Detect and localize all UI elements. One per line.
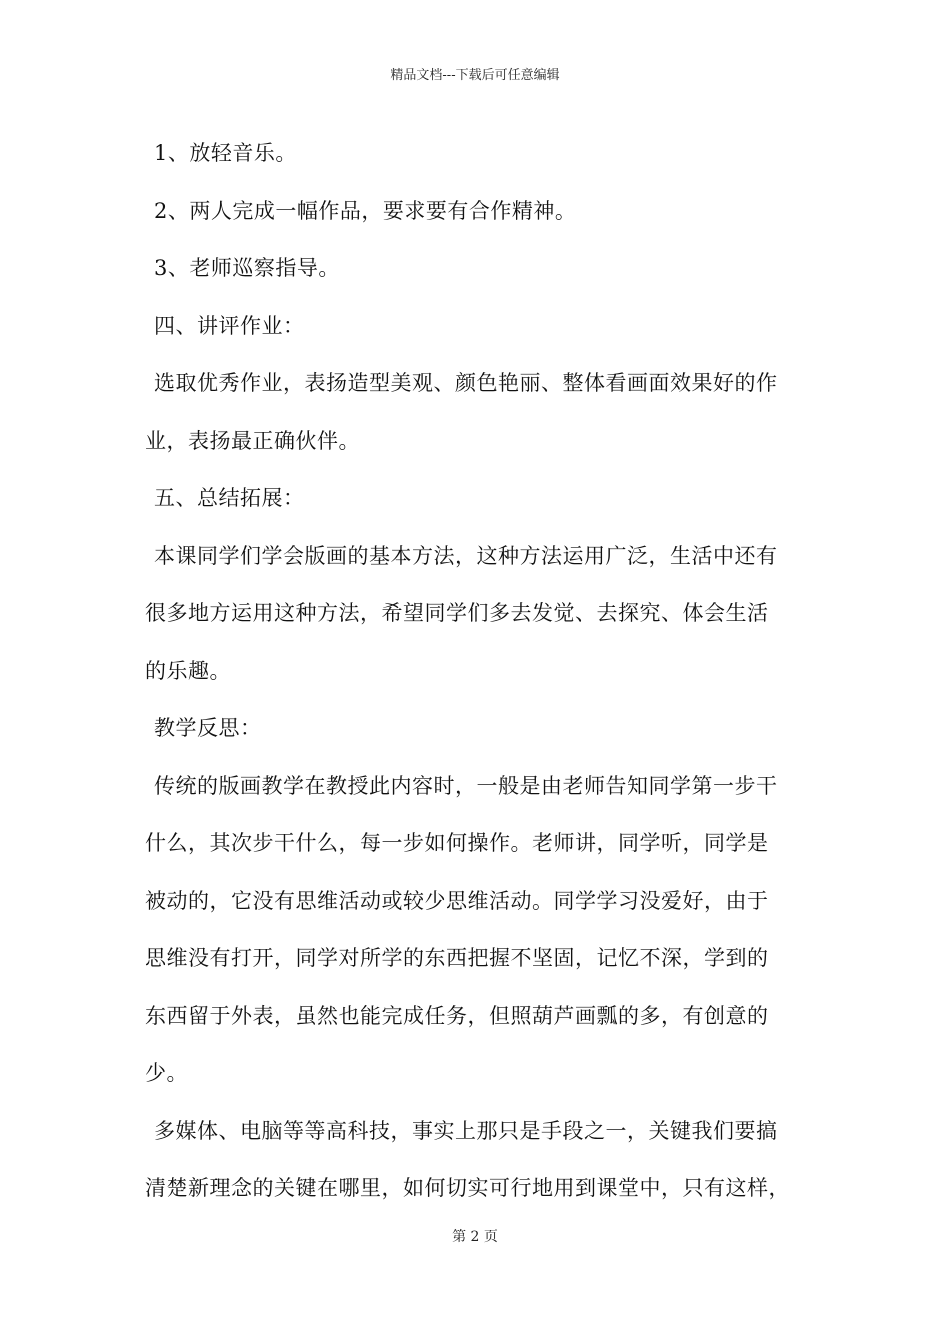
section-heading: 五、总结拓展： <box>154 486 305 510</box>
paragraph-line: 多媒体、电脑等等高科技，事实上那只是手段之一，关键我们要搞 <box>154 1118 778 1143</box>
paragraph-line: 本课同学们学会版画的基本方法，这种方法运用广泛，生活中还有 <box>154 543 778 568</box>
paragraph-line: 1、放轻音乐。 <box>154 141 297 165</box>
section-heading: 四、讲评作业： <box>154 313 305 338</box>
paragraph-line: 的乐趣。 <box>145 658 231 683</box>
paragraph-line: 业，表扬最正确伙伴。 <box>145 428 360 453</box>
page-header: 精品文档---下载后可任意编辑 <box>390 68 560 83</box>
paragraph-line: 很多地方运用这种方法，希望同学们多去发觉、去探究、体会生活 <box>145 601 769 625</box>
paragraph-line: 选取优秀作业，表扬造型美观、颜色艳丽、整体看画面效果好的作 <box>154 371 778 395</box>
paragraph-line: 传统的版画教学在教授此内容时，一般是由老师告知同学第一步干 <box>154 773 778 798</box>
paragraph-line: 什么，其次步干什么，每一步如何操作。老师讲，同学听，同学是 <box>145 831 769 855</box>
paragraph-line: 东西留于外表，虽然也能完成任务，但照葫芦画瓢的多，有创意的 <box>145 1003 769 1028</box>
document-body <box>145 125 810 1218</box>
paragraph-line: 2、两人完成一幅作品，要求要有合作精神。 <box>154 198 577 223</box>
page-number: 第 2 页 <box>452 1229 498 1245</box>
paragraph-line: 3、老师巡察指导。 <box>154 256 340 280</box>
paragraph-line: 思维没有打开，同学对所学的东西把握不坚固，记忆不深，学到的 <box>145 946 769 970</box>
paragraph-line: 被动的，它没有思维活动或较少思维活动。同学学习没爱好，由于 <box>145 888 769 913</box>
paragraph-line: 少。 <box>145 1061 188 1085</box>
paragraph-line: 清楚新理念的关键在哪里，如何切实可行地用到课堂中，只有这样， <box>145 1176 790 1200</box>
section-heading: 教学反思： <box>154 716 262 740</box>
